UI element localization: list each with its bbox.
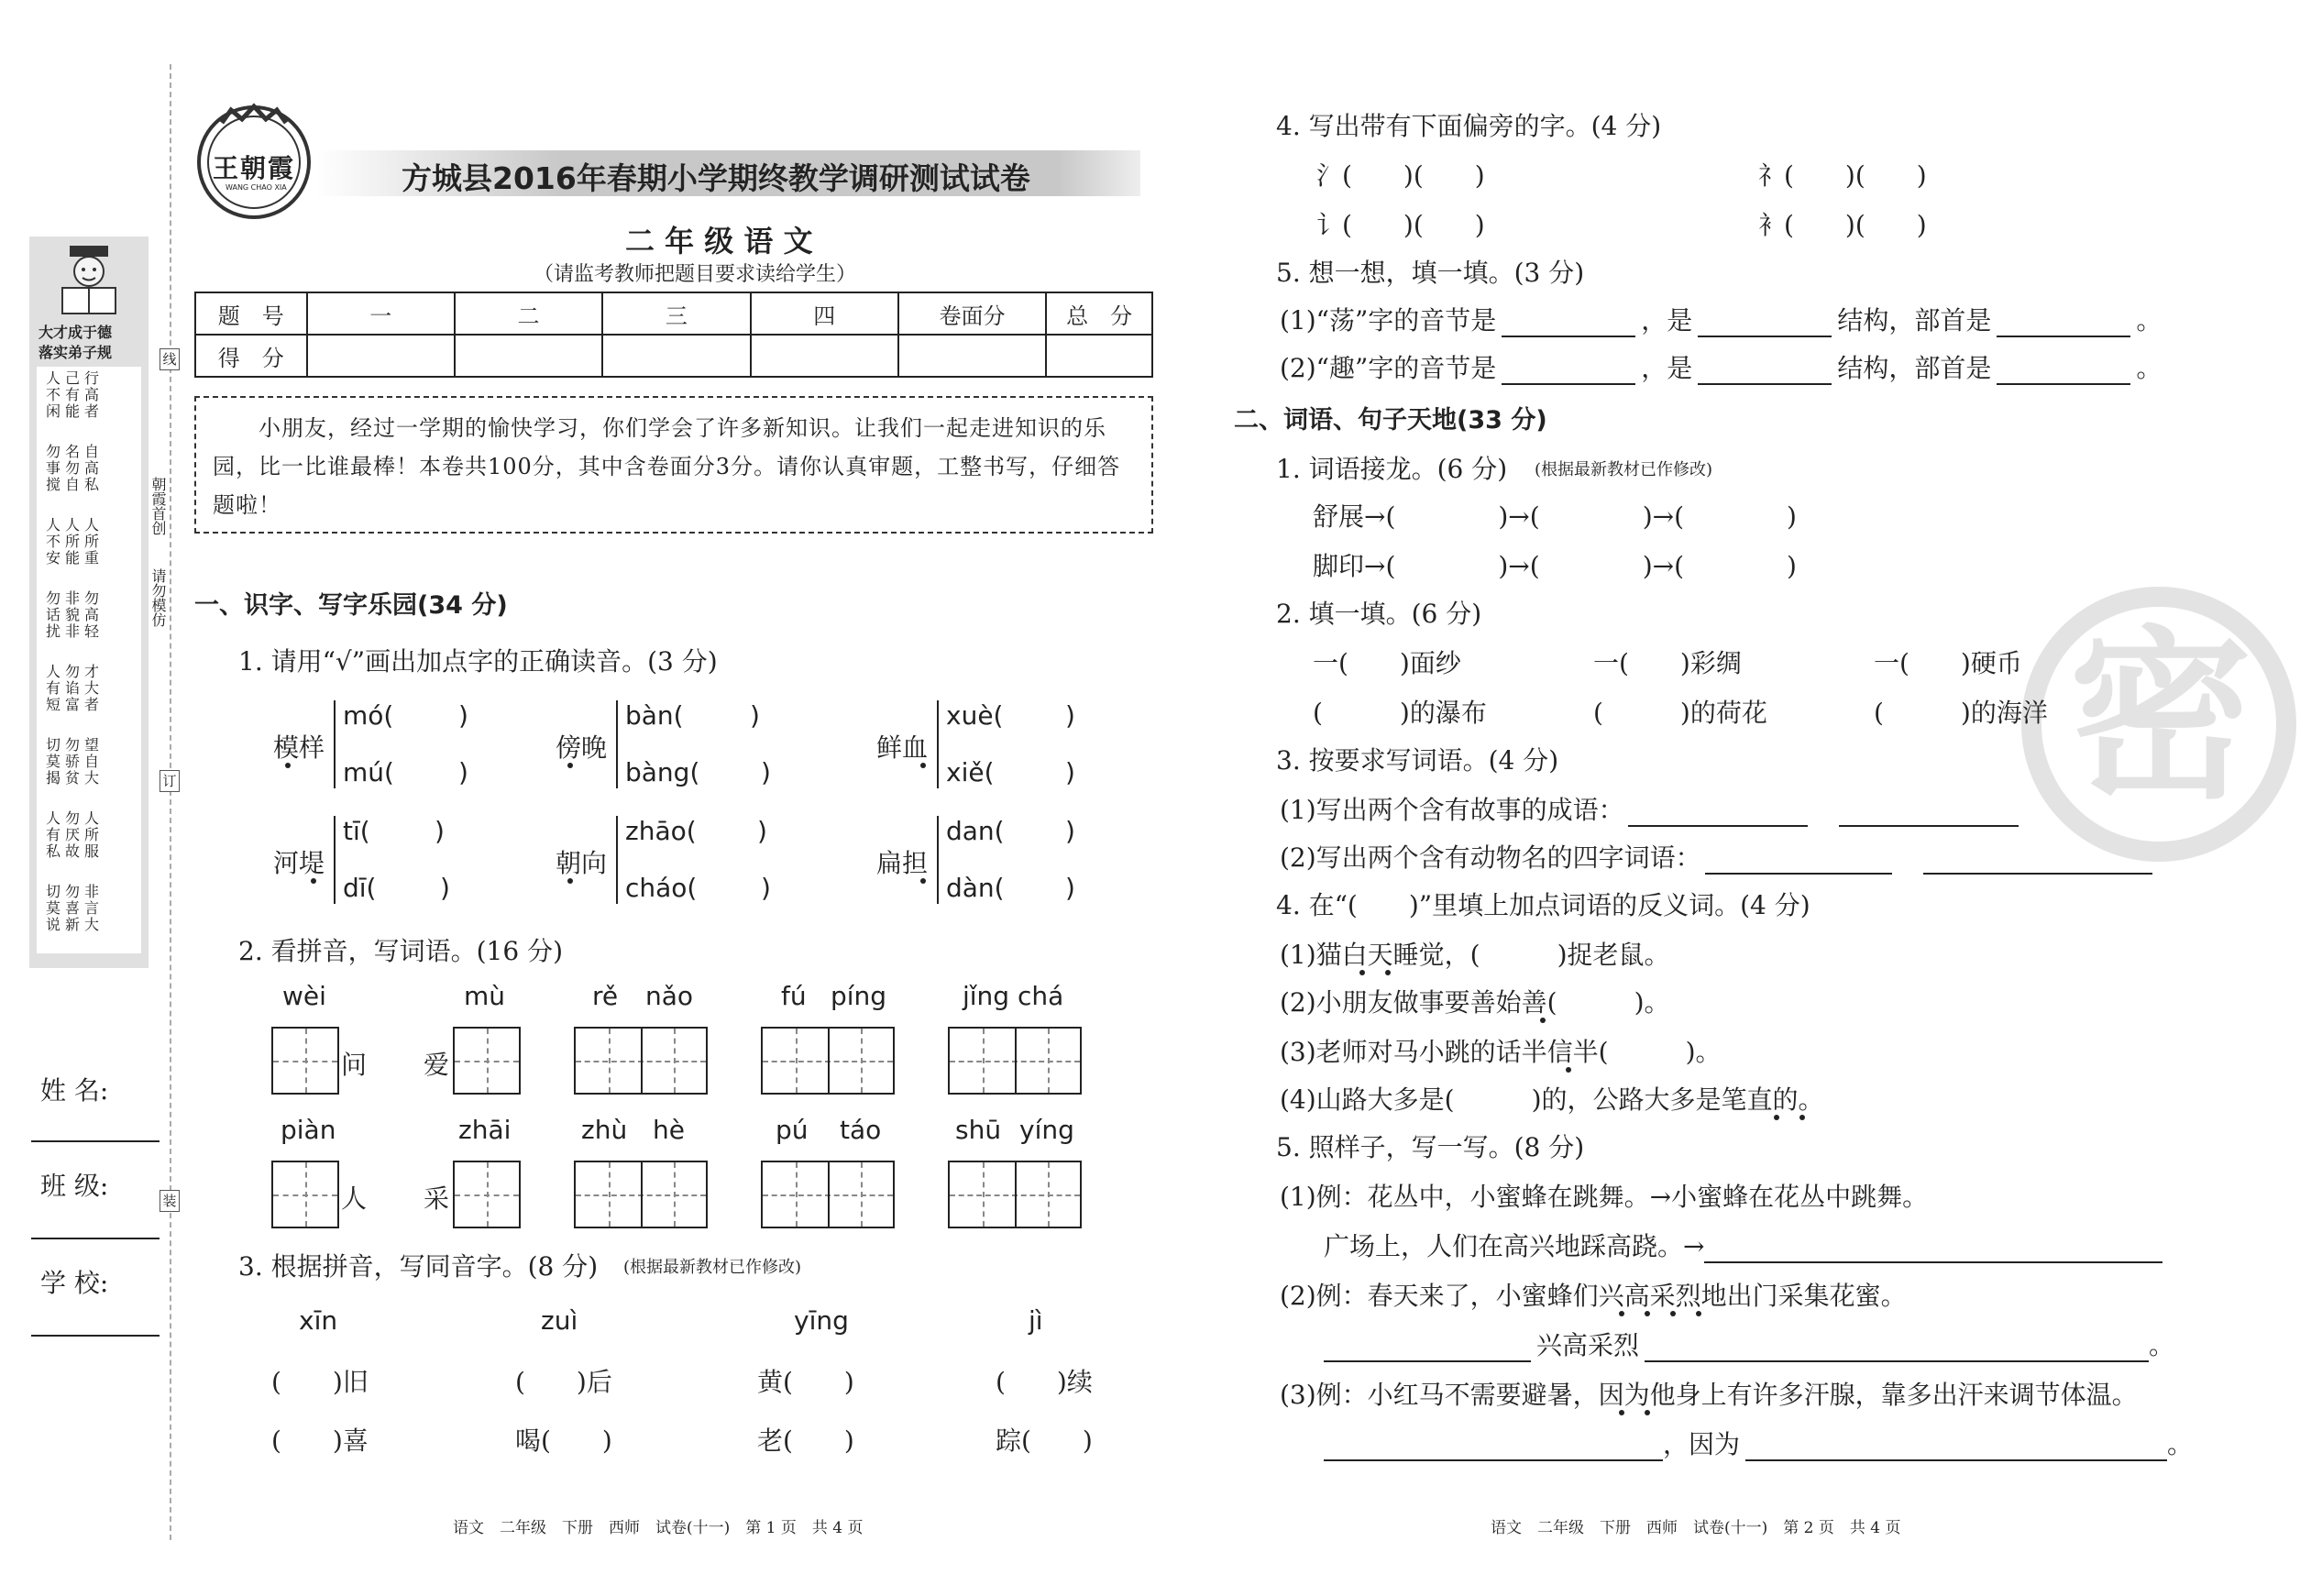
rewrite-text: 。 [2167, 1429, 2194, 1459]
blank-field[interactable] [1324, 1335, 1531, 1362]
q1-bracket [334, 816, 336, 904]
seal-mark-bind: 订 [160, 770, 180, 792]
q3-blank[interactable]: 踪( ) [996, 1425, 1093, 1456]
fill-item[interactable]: ( )的海洋 [1874, 698, 2048, 728]
emphasis-dot [1540, 1018, 1546, 1023]
given-char: 爱 [424, 1050, 450, 1080]
q1-option-a[interactable]: zhāo( [625, 816, 697, 846]
sidebar-columns [42, 370, 134, 948]
p2-q2-title: 2. 填一填。(6 分) [1276, 599, 1482, 629]
sidebar-column: 切勿望 莫骄自 揭贫大 [46, 736, 105, 787]
fill-item[interactable]: 一( )硬币 [1874, 648, 2022, 678]
sidebar-column: 人己行 不有高 闲能者 [46, 369, 105, 420]
blank-field[interactable] [1698, 358, 1832, 385]
binding-margin-line [170, 64, 171, 1540]
q1-close: ) [1065, 816, 1075, 846]
sidebar-column: 人勿才 有谄大 短富者 [46, 663, 105, 713]
q3-blank[interactable]: ( )喜 [271, 1425, 369, 1456]
p2-q1-note: (根据最新教材已作修改) [1535, 460, 1713, 479]
name-label: 姓 名: [40, 1075, 109, 1106]
q1-option-a[interactable]: mó( [343, 700, 394, 731]
pinyin: mù [464, 981, 506, 1011]
radical-row[interactable]: 氵( )( ) [1316, 160, 1485, 191]
q3-text: (1)写出两个含有故事的成语： [1280, 795, 1624, 825]
class-field[interactable] [31, 1238, 160, 1239]
emphasis-dot [1799, 1115, 1805, 1120]
blank-field[interactable] [1502, 310, 1635, 337]
fill-item[interactable]: ( )的荷花 [1593, 698, 1767, 728]
vertical-note-1: 朝霞首创 [149, 477, 167, 535]
q5-title: 5. 想一想，填一填。(3 分) [1276, 258, 1585, 288]
q1-close: ) [435, 816, 445, 846]
q3-blank[interactable]: ( )旧 [271, 1367, 369, 1397]
q1-option-b[interactable]: xiě( [946, 757, 995, 787]
blank-field[interactable] [1645, 1335, 2149, 1362]
emphasis-dot [1645, 1410, 1650, 1415]
q1-option-b[interactable]: bàng( [625, 757, 700, 787]
secret-stamp-char: 密 [2069, 609, 2253, 824]
writing-grid[interactable] [761, 1027, 895, 1095]
rewrite-line [1324, 1326, 2174, 1362]
vertical-note-2: 请勿模仿 [149, 568, 167, 627]
word-chain[interactable]: 脚印→( )→( )→( ) [1313, 551, 1797, 581]
exam-note: （请监考教师把题目要求读给学生） [534, 263, 857, 286]
writing-grid[interactable] [948, 1161, 1082, 1228]
q1-word: 朝向 [556, 848, 608, 878]
p2-q4-title: 4. 在“( )”里填上加点词语的反义词。(4 分) [1276, 890, 1810, 920]
pinyin: hè [653, 1115, 685, 1145]
school-label: 学 校: [40, 1268, 109, 1298]
q1-close: ) [440, 873, 450, 903]
q1-option-a[interactable]: tī( [343, 816, 370, 846]
score-table [194, 292, 1153, 378]
q1-option-a[interactable]: bàn( [625, 700, 684, 731]
rewrite-text: 广场上，人们在高兴地踩高跷。→ [1324, 1231, 1705, 1261]
pinyin: yíng [1019, 1115, 1074, 1145]
writing-grid[interactable] [271, 1027, 339, 1095]
q1-bracket [937, 816, 939, 904]
writing-grid[interactable] [453, 1027, 521, 1095]
q1-option-a[interactable]: dan( [946, 816, 1005, 846]
sidebar-column: 切勿非 莫喜言 说新大 [46, 883, 105, 933]
q1-close: ) [458, 700, 468, 731]
sidebar-slogan-1: 大才成于德 [39, 324, 113, 341]
q3-note: (根据最新教材已作修改) [623, 1258, 802, 1277]
brand-name: 王朝霞 [213, 153, 296, 183]
score-header: 题 号 [195, 292, 307, 335]
q1-option-b[interactable]: cháo( [625, 873, 698, 903]
q3-blank[interactable]: ( )续 [996, 1367, 1093, 1397]
blank-field[interactable] [1705, 847, 1892, 875]
blank-field[interactable] [1704, 1236, 2162, 1263]
writing-grid[interactable] [574, 1027, 708, 1095]
q1-word: 傍晚 [556, 732, 608, 763]
pinyin: wèi [282, 981, 326, 1011]
sidebar-column: 人勿人 有厌所 私故服 [46, 809, 105, 860]
section-1-title: 一、识字、写字乐园(34 分) [194, 591, 508, 620]
blank-field[interactable] [1745, 1434, 2167, 1461]
page-2-footer: 语文 二年级 下册 西师 试卷(十一) 第 2 页 共 4 页 [1491, 1519, 1901, 1537]
q1-close: ) [757, 816, 767, 846]
q3-blank[interactable]: 老( ) [757, 1425, 854, 1456]
school-field[interactable] [31, 1335, 160, 1337]
scholar-icon [51, 244, 127, 317]
intro-text: 小朋友，经过一学期的愉快学习，你们学会了许多新知识。让我们一起走进知识的乐园，比一比谁最棒！本卷共100分，其中含卷面分3分。请你认真审题，工整书写，仔细答题啦！ [213, 415, 1121, 518]
q5-text: 。 [2136, 305, 2162, 336]
q1-close: ) [750, 700, 760, 731]
pinyin: zhù [581, 1115, 628, 1145]
word-chain[interactable]: 舒展→( )→( )→( ) [1313, 501, 1797, 532]
q1-title: 1. 请用“√”画出加点字的正确读音。(3 分) [238, 646, 718, 677]
page-1-footer: 语文 二年级 下册 西师 试卷(十一) 第 1 页 共 4 页 [453, 1519, 864, 1537]
pinyin: fú [781, 981, 807, 1011]
score-header: 四 [751, 292, 898, 335]
sidebar-column: 勿名自 事勿高 搅自私 [46, 443, 105, 493]
q3-line-2 [1280, 838, 2152, 875]
rewrite-line [1324, 1425, 2193, 1461]
emphasis-dot [1670, 1311, 1676, 1316]
emphasis-dot [311, 878, 316, 884]
score-cell[interactable] [898, 335, 1046, 377]
seal-mark-line: 线 [160, 348, 180, 370]
q1-close: ) [761, 873, 771, 903]
score-cell[interactable] [1046, 335, 1152, 377]
q1-word: 鲜血 [876, 732, 929, 763]
pinyin: jì [1029, 1305, 1043, 1336]
q2-title: 2. 看拼音，写词语。(16 分) [238, 936, 563, 966]
q5-text: ，是 [1641, 305, 1693, 336]
score-header: 二 [455, 292, 602, 335]
blank-field[interactable] [1923, 847, 2152, 875]
pinyin: xīn [299, 1305, 338, 1336]
pinyin: chá [1018, 981, 1064, 1011]
exam-subject: 二 年 级 语 文 [625, 224, 813, 259]
score-cell[interactable] [455, 335, 602, 377]
blank-field[interactable] [1324, 1434, 1663, 1461]
writing-grid[interactable] [761, 1161, 895, 1228]
given-char: 人 [341, 1183, 368, 1214]
q1-bracket [616, 816, 618, 904]
emphasis-dot [920, 763, 926, 768]
q3-blank[interactable]: 喝( ) [515, 1425, 612, 1456]
emphasis-dot [1696, 1311, 1701, 1316]
pinyin: zuì [541, 1305, 578, 1336]
emphasis-dot [285, 763, 291, 768]
q5-text: (1)“荡”字的音节是 [1280, 305, 1497, 336]
blank-field[interactable] [1839, 799, 2019, 827]
radical-row[interactable]: 讠( )( ) [1316, 210, 1485, 240]
class-label: 班 级: [40, 1171, 109, 1201]
p2-q5-title: 5. 照样子，写一写。(8 分) [1276, 1132, 1585, 1162]
rewrite-line [1324, 1227, 2162, 1263]
rewrite-text: ，因为 [1663, 1429, 1741, 1459]
sidebar-column: 人人人 不所所 安能重 [46, 516, 105, 567]
q5-line-2 [1280, 348, 2162, 385]
emphasis-dot [920, 878, 926, 884]
score-header: 总 分 [1046, 292, 1152, 335]
q1-word: 扁担 [876, 848, 929, 878]
given-char: 问 [341, 1050, 368, 1080]
emphasis-dot [1645, 1311, 1650, 1316]
q1-word: 模样 [273, 732, 325, 763]
q4-title: 4. 写出带有下面偏旁的字。(4 分) [1276, 111, 1662, 141]
brand-subtitle: WANG CHAO XIA [226, 183, 287, 192]
pinyin: rě [592, 981, 619, 1011]
pinyin: píng [831, 981, 887, 1011]
pinyin: nǎo [645, 981, 694, 1011]
q5-text: ，是 [1641, 353, 1693, 383]
q1-bracket [616, 700, 618, 788]
radical-row[interactable]: 衤( )( ) [1758, 210, 1927, 240]
writing-grid[interactable] [453, 1161, 521, 1228]
pinyin: piàn [281, 1115, 336, 1145]
p2-q3-title: 3. 按要求写词语。(4 分) [1276, 745, 1559, 776]
pinyin: shū [955, 1115, 1002, 1145]
q1-option-a[interactable]: xuè( [946, 700, 1004, 731]
intro-box [194, 396, 1153, 534]
writing-grid[interactable] [271, 1161, 339, 1228]
p2-q1-title: 1. 词语接龙。(6 分) [1276, 454, 1508, 484]
score-header: 卷面分 [898, 292, 1046, 335]
emphasis-dot [567, 763, 573, 768]
q1-close: ) [1065, 700, 1075, 731]
secret-stamp [2021, 587, 2296, 862]
pinyin: pú [776, 1115, 809, 1145]
q5-text: 。 [2136, 353, 2162, 383]
q1-close: ) [458, 757, 468, 787]
name-field[interactable] [31, 1140, 160, 1142]
fill-item[interactable]: ( )的瀑布 [1313, 698, 1487, 728]
emphasis-dot [1566, 1067, 1571, 1073]
example-line: (3)例：小红马不需要避暑，因为他身上有许多汗腺，靠多出汗来调节体温。 [1280, 1380, 2138, 1410]
exam-title: 方城县2016年春期小学期终教学调研测试试卷 [402, 160, 1030, 196]
q1-close: ) [1065, 757, 1075, 787]
q3-blank[interactable]: ( )后 [515, 1367, 612, 1397]
pinyin: yīng [794, 1305, 849, 1336]
q5-text: 结构，部首是 [1837, 305, 1992, 336]
q1-close: ) [761, 757, 771, 787]
radical-row[interactable]: 礻( )( ) [1758, 160, 1927, 191]
emphasis-dot [1359, 970, 1365, 975]
antonym-line[interactable]: (3)老师对马小跳的话半信半( )。 [1280, 1037, 1722, 1067]
blank-field[interactable] [1997, 310, 2130, 337]
example-line: (2)例：春天来了，小蜜蜂们兴高采烈地出门采集花蜜。 [1280, 1281, 1907, 1311]
q1-bracket [937, 700, 939, 788]
rewrite-text: 。 [2149, 1330, 2175, 1360]
emphasis-dot [1619, 1311, 1624, 1316]
q1-option-b[interactable]: dàn( [946, 873, 1005, 903]
blank-field[interactable] [1997, 358, 2130, 385]
pinyin: zhāi [458, 1115, 512, 1145]
score-header: 一 [307, 292, 455, 335]
score-cell[interactable] [602, 335, 750, 377]
q3-line-1 [1280, 790, 2019, 827]
antonym-line[interactable]: (2)小朋友做事要善始善( )。 [1280, 987, 1670, 1018]
q3-text: (2)写出两个含有动物名的四字词语： [1280, 842, 1701, 873]
writing-grid[interactable] [948, 1027, 1082, 1095]
fill-item[interactable]: 一( )面纱 [1313, 648, 1461, 678]
score-cell[interactable] [751, 335, 898, 377]
emphasis-dot [1619, 1410, 1624, 1415]
pinyin: táo [840, 1115, 882, 1145]
emphasis-dot [1385, 970, 1391, 975]
blank-field[interactable] [1698, 310, 1832, 337]
antonym-line[interactable]: (1)猫白天睡觉，( )捉老鼠。 [1280, 940, 1670, 970]
sidebar-slogan-2: 落实弟子规 [39, 344, 113, 361]
q1-option-b[interactable]: mú( [343, 757, 394, 787]
emphasis-dot [567, 878, 573, 884]
antonym-line[interactable]: (4)山路大多是( )的，公路大多是笔直的。 [1280, 1084, 1824, 1115]
example-line: (1)例：花丛中，小蜜蜂在跳舞。→小蜜蜂在花丛中跳舞。 [1280, 1182, 1929, 1212]
q5-line-1 [1280, 301, 2162, 337]
rewrite-text: 兴高采烈 [1536, 1330, 1640, 1360]
blank-field[interactable] [1502, 358, 1635, 385]
q5-text: 结构，部首是 [1837, 353, 1992, 383]
q3-title: 3. 根据拼音，写同音字。(8 分) [238, 1251, 599, 1282]
score-header: 三 [602, 292, 750, 335]
emphasis-dot [1774, 1115, 1779, 1120]
q1-word: 河堤 [273, 848, 325, 878]
q3-blank[interactable]: 黄( ) [757, 1367, 854, 1397]
section-2-title: 二、词语、句子天地(33 分) [1234, 406, 1547, 435]
score-cell[interactable] [307, 335, 455, 377]
blank-field[interactable] [1628, 799, 1808, 827]
q1-bracket [334, 700, 336, 788]
q1-option-b[interactable]: dī( [343, 873, 377, 903]
seal-mark-install: 装 [160, 1190, 180, 1212]
score-row-label: 得 分 [195, 335, 307, 377]
pinyin: jǐng [963, 981, 1010, 1011]
q1-close: ) [1065, 873, 1075, 903]
writing-grid[interactable] [574, 1161, 708, 1228]
given-char: 采 [424, 1183, 450, 1214]
q5-text: (2)“趣”字的音节是 [1280, 353, 1497, 383]
sidebar-column: 勿非勿 话貌高 扰非轻 [46, 589, 105, 640]
fill-item[interactable]: 一( )彩绸 [1593, 648, 1742, 678]
